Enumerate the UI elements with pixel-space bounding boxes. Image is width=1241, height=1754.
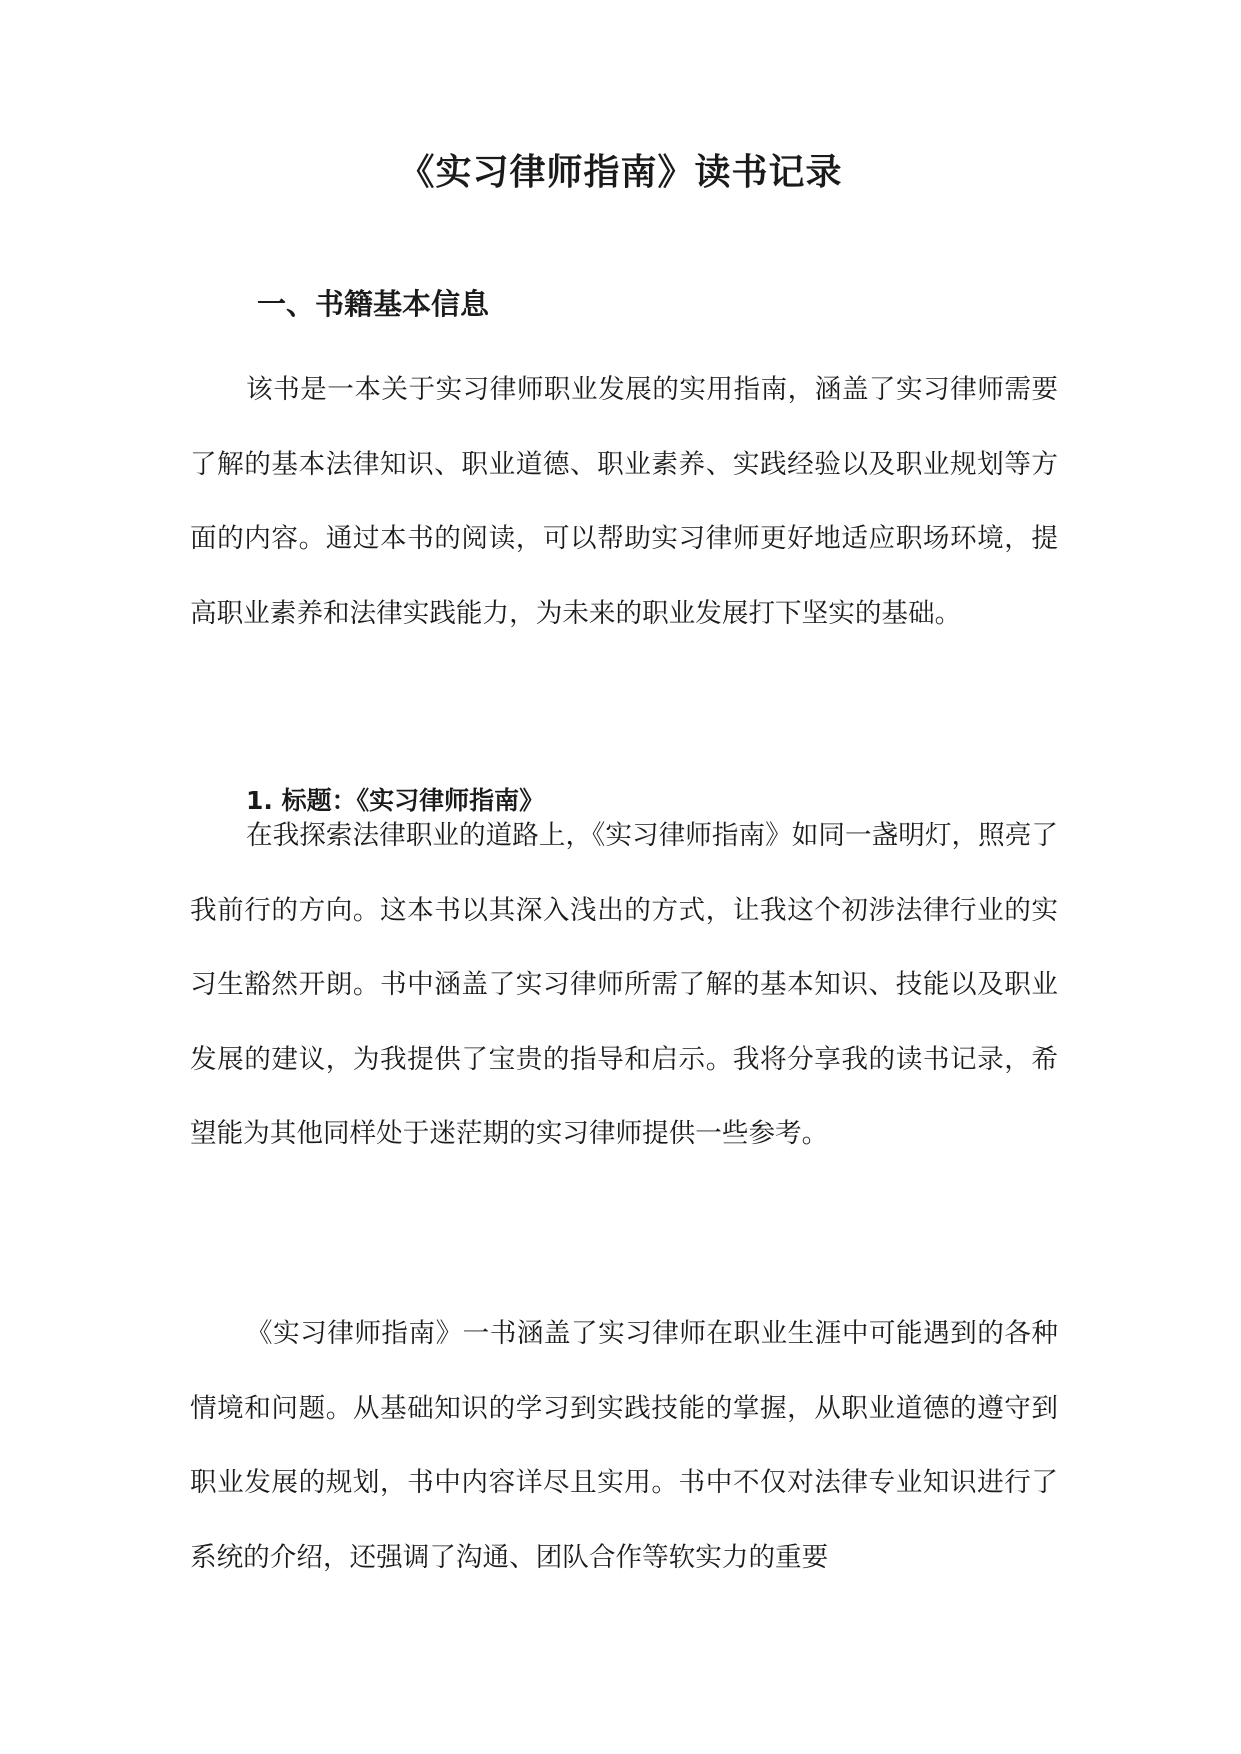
subsection-heading-title: 1. 标题：《实习律师指南》: [246, 786, 545, 815]
paragraph-intro: 在我探索法律职业的道路上，《实习律师指南》如同一盏明灯，照亮了我前行的方向。这本书以其深入浅出的方式，让我这个初涉法律行业的实习生豁然开朗。书中涵盖了实习律师所需了解的基本知识、技能以及职业发展的建议，为我提供了宝贵的指导和启示。我将分享我的读书记录，希望能为其他同样处于迷茫期的实习律师提供一些参考。: [190, 820, 1058, 1149]
document-title: 《实习律师指南》读书记录: [398, 152, 843, 193]
paragraph-content-overview: 《实习律师指南》一书涵盖了实习律师在职业生涯中可能遇到的各种情境和问题。从基础知识的学习到实践技能的掌握，从职业道德的遵守到职业发展的规划，书中内容详尽且实用。书中不仅对法律专业知识进行了系统的介绍，还强调了沟通、团队合作等软实力的重要: [190, 1318, 1058, 1573]
section-heading-book-info: 一、书籍基本信息: [257, 287, 490, 321]
paragraph-book-info: 该书是一本关于实习律师职业发展的实用指南，涵盖了实习律师需要了解的基本法律知识、职业道德、职业素养、实践经验以及职业规划等方面的内容。通过本书的阅读，可以帮助实习律师更好地适应职场环境，提高职业素养和法律实践能力，为未来的职业发展打下坚实的基础。: [190, 374, 1058, 629]
